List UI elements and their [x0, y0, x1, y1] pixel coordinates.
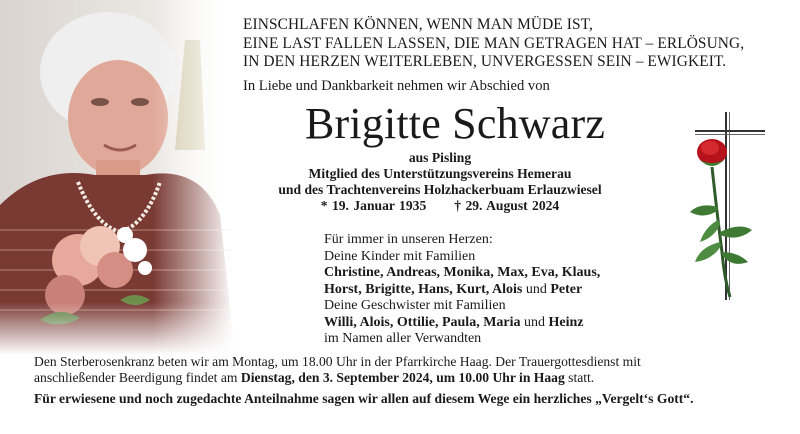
funeral-text-end: statt. — [568, 370, 595, 385]
siblings-names-line: Willi, Alois, Ottilie, Paula, Maria — [324, 314, 521, 330]
funeral-text-start: anschließender Beerdigung findet am — [34, 370, 238, 385]
death-date: † 29. August 2024 — [454, 198, 560, 213]
siblings-names — [324, 315, 644, 332]
membership-line: Mitglied des Unterstützungsvereins Hemerau — [308, 166, 572, 181]
child-name: Peter — [550, 281, 583, 297]
conjunction: und — [524, 314, 546, 330]
portrait-photo — [0, 0, 235, 355]
thanks-text: Für erwiesene und noch zugedachte Anteilnahme sagen wir allen auf diesem Wege ein herzliches „Vergelt‘s Gott“. — [34, 391, 694, 406]
conjunction: und — [525, 281, 547, 297]
verse-text — [243, 16, 793, 72]
verse-line: IN DEN HERZEN WEITERLEBEN, UNVERGESSEN SEIN – EWIGKEIT. — [243, 53, 727, 71]
life-dates — [240, 198, 640, 214]
deceased-info — [240, 150, 640, 214]
membership-line: und des Trachtenvereins Holzhackerbuam Erlauzwiesel — [278, 182, 602, 197]
funeral-text — [34, 370, 794, 386]
family-list — [324, 232, 644, 348]
children-names — [324, 282, 644, 299]
funeral-date: Dienstag, den 3. September 2024, um 10.00 Uhr in Haag — [240, 370, 565, 385]
origin: aus Pisling — [408, 150, 472, 165]
sibling-name: Heinz — [548, 314, 584, 330]
children-names-line: Horst, Brigitte, Hans, Kurt, Alois — [324, 281, 523, 297]
children-names — [324, 265, 644, 282]
relatives-text: im Namen aller Verwandten — [324, 331, 482, 346]
service-info — [34, 354, 794, 407]
siblings-label: Deine Geschwister mit Familien — [324, 298, 506, 313]
rosary-text: Den Sterberosenkranz beten wir am Montag, um 18.00 Uhr in der Pfarrkirche Haag. Der Trauergottesdienst mit — [34, 354, 641, 369]
family-heading: Für immer in unseren Herzen: — [324, 232, 493, 247]
children-label: Deine Kinder mit Familien — [324, 248, 476, 264]
birth-date: * 19. Januar 1935 — [320, 198, 427, 213]
cross-rose-icon — [660, 112, 770, 312]
verse-line: EINE LAST FALLEN LASSEN, DIE MAN GETRAGEN HAT – ERLÖSUNG, — [243, 34, 745, 52]
children-names-line: Christine, Andreas, Monika, Max, Eva, Klaus, — [324, 265, 601, 280]
verse-line: EINSCHLAFEN KÖNNEN, WENN MAN MÜDE IST, — [243, 16, 593, 33]
deceased-name: Brigitte Schwarz — [304, 99, 606, 148]
intro-text: In Liebe und Dankbarkeit nehmen wir Abschied von — [243, 78, 550, 94]
